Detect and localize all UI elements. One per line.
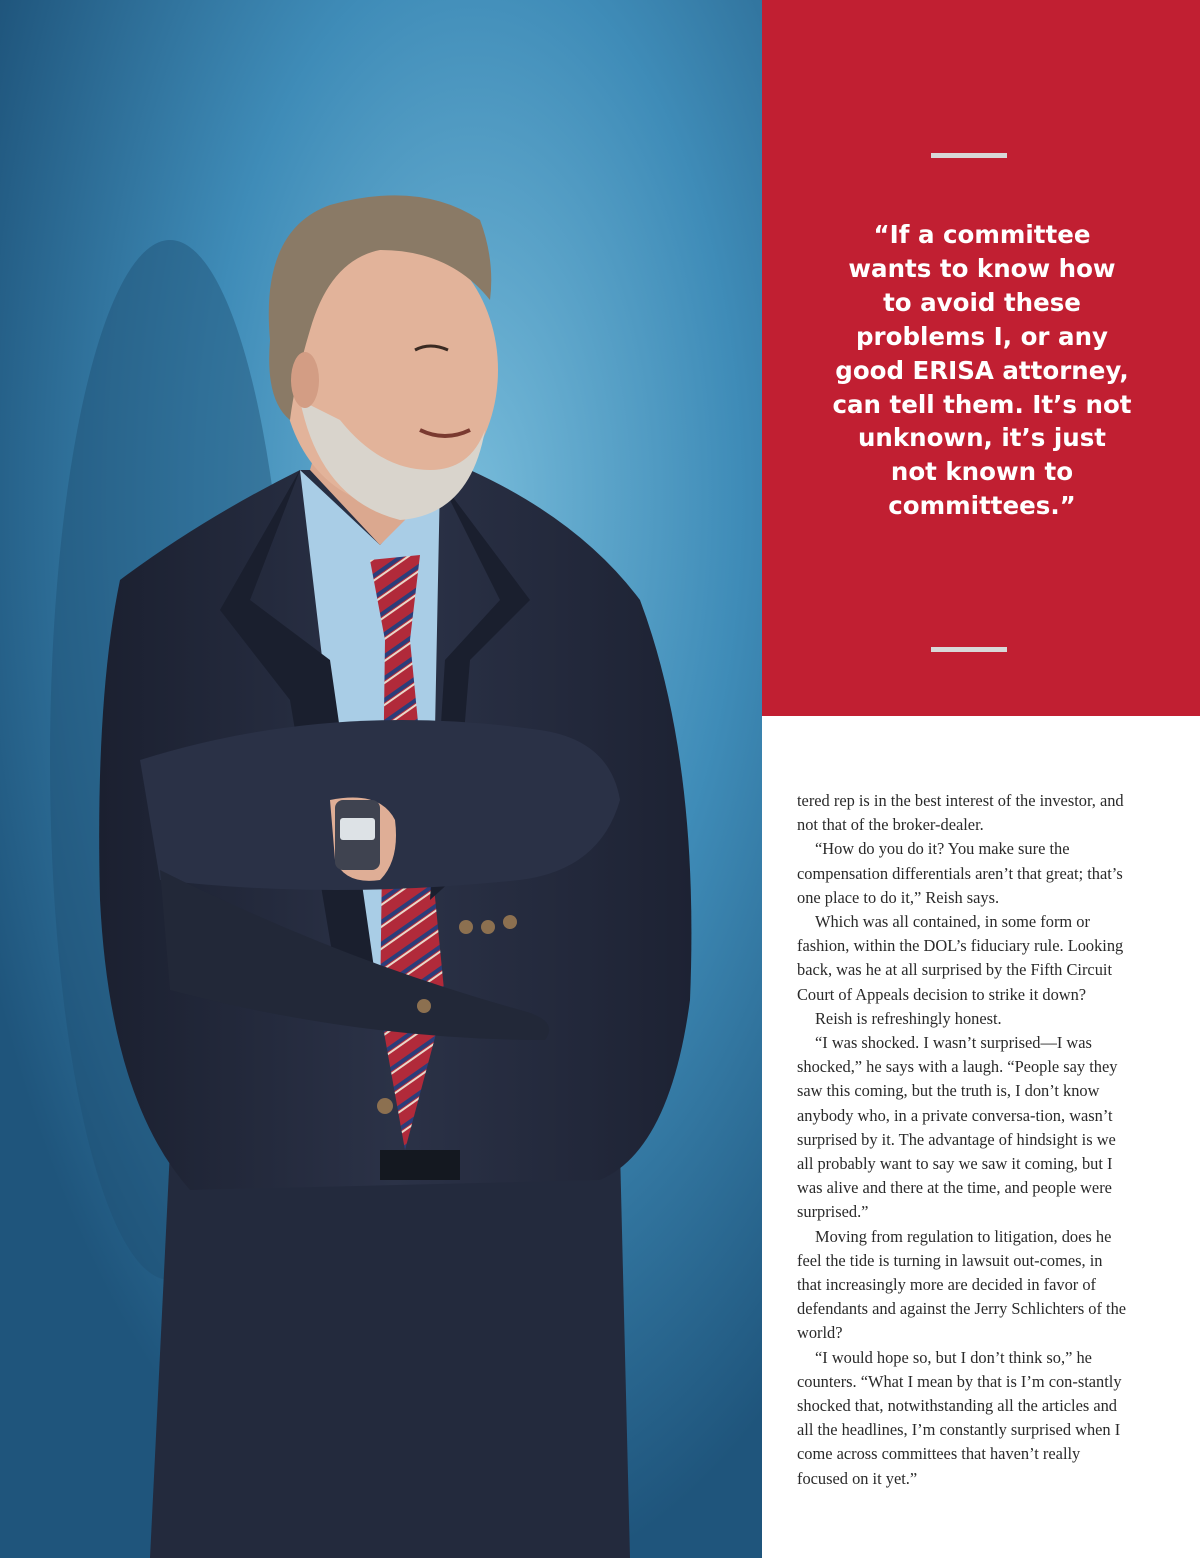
article-paragraph: “How do you do it? You make sure the compensation differentials aren’t that great; that’s one place to do it,” Reish says. <box>797 839 1123 907</box>
article-paragraph: Which was all contained, in some form or fashion, within the DOL’s fiduciary rule. Looking back, was he at all surprised by the Fifth Circuit Court of Appeals decision to strike it down? <box>797 912 1124 1004</box>
article-paragraph: Moving from regulation to litigation, does he feel the tide is turning in lawsuit out-comes, in that increasingly more are decided in favor of defendants and against the Jerry Schlichters of the world? <box>797 1226 1127 1343</box>
quote-top-rule <box>931 153 1007 158</box>
article-paragraph: Reish is refreshingly honest. <box>815 1008 1002 1028</box>
article-body <box>797 789 1127 1491</box>
trousers <box>150 1150 630 1558</box>
pull-quote-panel <box>762 0 1200 716</box>
article-paragraph: “I was shocked. I wasn’t surprised—I was shocked,” he says with a laugh. “People say they saw this coming, but the truth is, I don’t know anybody who, in a private conversa-tion, wasn’t surprised by it. The advantage of hindsight is we all probably want to say we saw it coming, but I was alive and there at the time, and people were surprised.” <box>797 1033 1118 1222</box>
belt <box>380 1150 460 1180</box>
quote-bottom-rule <box>931 647 1007 652</box>
pull-quote-text: “If a committee wants to know how to avoid these problems I, or any good ERISA attorney, can tell them. It’s not unknown, it’s just not known to committees.” <box>832 220 1132 521</box>
article-paragraph: “I would hope so, but I don’t think so,” he counters. “What I mean by that is I’m con-stantly shocked that, notwithstanding all the articles and all the headlines, I’m constantly surprised when I come across committees that haven’t really focused on it yet.” <box>797 1347 1122 1488</box>
article-paragraph: tered rep is in the best interest of the investor, and not that of the broker-dealer. <box>797 791 1124 835</box>
